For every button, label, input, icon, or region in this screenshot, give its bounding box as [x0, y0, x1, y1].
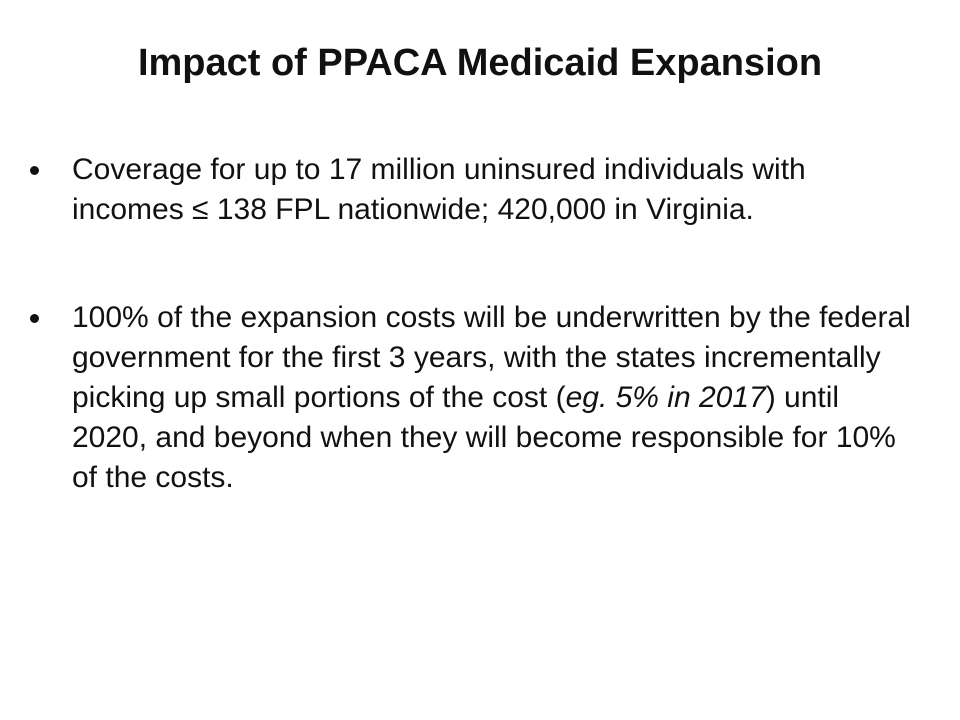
bullet-text-costs-example: eg. 5% in 2017: [565, 381, 766, 414]
bullet-dot-icon: [30, 314, 39, 323]
bullet-text-costs-part1: 100% of the expansion costs will be underwritten by the federal government for the first 3 years, with the states incrementally picking up small portions of the cost (: [72, 301, 911, 414]
bullet-text-coverage: Coverage for up to 17 million uninsured individuals with incomes ≤ 138 FPL nationwide; 420,000 in Virginia.: [72, 153, 806, 226]
bullet-item-costs: [70, 298, 920, 498]
bullet-dot-icon: [30, 166, 39, 175]
bullet-item-coverage: [70, 150, 920, 230]
bullet-text-costs-part2: ) until 2020, and beyond when they will become responsible for 10% of the costs.: [72, 381, 896, 494]
bullet-list: [70, 150, 920, 498]
bullet-text-costs: [72, 298, 920, 498]
slide-title: Impact of PPACA Medicaid Expansion: [137, 42, 823, 84]
